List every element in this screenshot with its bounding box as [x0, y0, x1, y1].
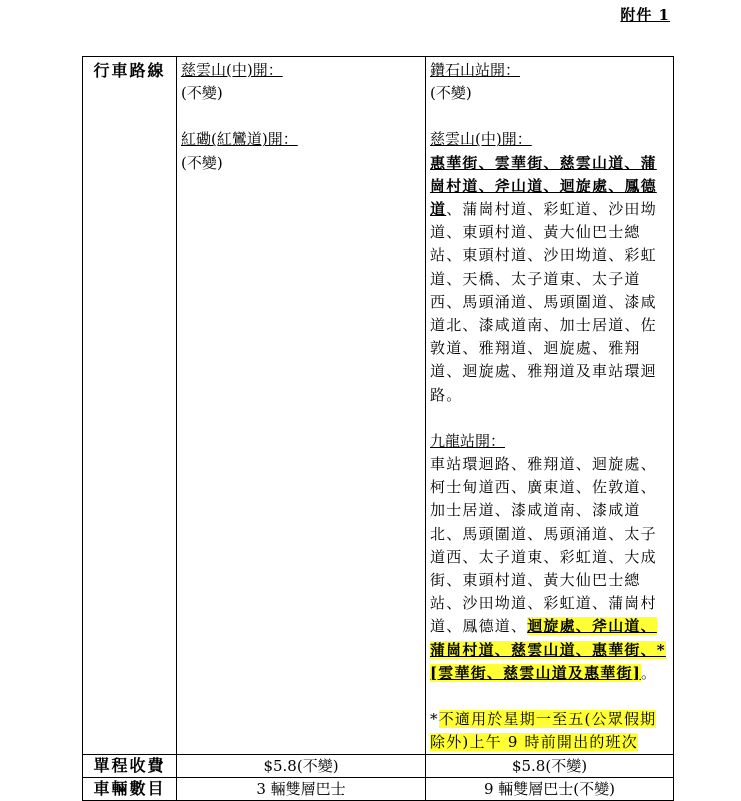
route-col-b	[426, 57, 674, 755]
route-paragraph-tsz-wan-shan	[430, 152, 669, 407]
footnote-text: 不適用於星期一至五(公眾假期除外)上午 9 時前開出的班次	[430, 710, 657, 752]
route-text: 、蒲崗村道、彩虹道、沙田坳道、東頭村道、黃大仙巴士總站、東頭村道、沙田坳道、彩虹道、天橋、太子道東、太子道西、馬頭涌道、馬頭圍道、漆咸道北、漆咸道南、加士居道、佐敦道、雅翔道、迴旋處、雅翔道、迴旋處、雅翔道及車站環迴路。	[430, 200, 657, 404]
route-changed-text: 迴旋處、斧山道、蒲崗村道、慈雲山道、惠華街、*[雲華街、慈雲山道及惠華街]	[430, 617, 666, 682]
section-title: 九龍站開：	[430, 431, 506, 450]
section-body: (不變)	[181, 153, 223, 172]
fare-col-a: $5.8(不變)	[177, 755, 426, 778]
route-text-end: 。	[641, 663, 658, 682]
section-body: (不變)	[181, 84, 223, 103]
fleet-row	[83, 778, 674, 801]
route-paragraph-kowloon-station	[430, 453, 669, 685]
fleet-col-a: 3 輛雙層巴士	[177, 778, 426, 801]
fare-row	[83, 755, 674, 778]
route-row	[83, 57, 674, 755]
route-col-a	[177, 57, 426, 755]
section-body: (不變)	[430, 84, 472, 103]
route-text: 車站環迴路、雅翔道、迴旋處、柯士甸道西、廣東道、佐敦道、加士居道、漆咸道南、漆咸道北、馬頭圍道、馬頭涌道、太子道西、太子道東、彩虹道、大成街、東頭村道、黃大仙巴士總站、沙田坳道、彩虹道、蒲崗村道、鳳德道、	[430, 455, 657, 636]
fare-col-b: $5.8(不變)	[426, 755, 674, 778]
footnote	[430, 708, 669, 754]
fare-header: 單程收費	[83, 755, 177, 778]
section-title: 慈雲山(中)開：	[430, 130, 532, 149]
route-changed-text: 惠華街、雲華街、慈雲山道、蒲崗村道、斧山道、迴旋處、鳳德道	[430, 153, 657, 219]
fleet-col-b: 9 輛雙層巴士(不變)	[426, 778, 674, 801]
route-info-table	[82, 56, 674, 801]
footnote-star: *	[430, 710, 439, 729]
route-header: 行車路線	[83, 57, 177, 755]
fleet-header: 車輛數目	[83, 778, 177, 801]
section-title: 紅磡(紅鸞道)開：	[181, 130, 298, 149]
annex-label: 附件 1	[620, 6, 670, 24]
section-title: 慈雲山(中)開：	[181, 61, 283, 79]
section-title: 鑽石山站開：	[430, 61, 521, 79]
